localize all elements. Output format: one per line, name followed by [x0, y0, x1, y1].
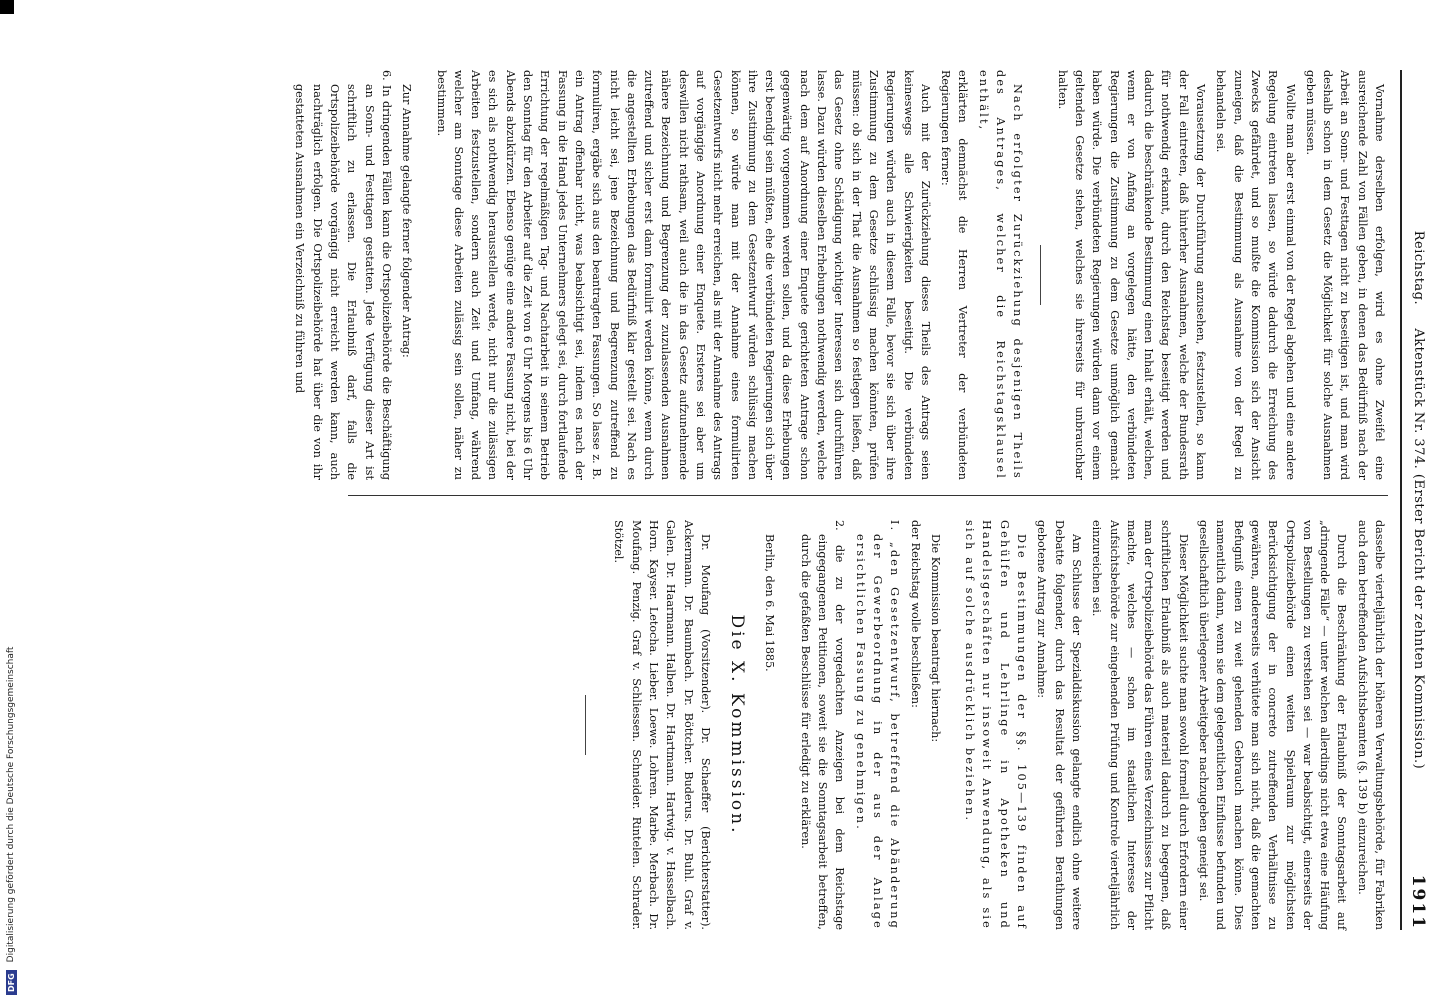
paragraph: Vorausetzung der Durchführung anzusehen, festzustellen, so kann der Fall eintreten, daß hinterher Ausnahmen, welche der Bundesrath für nothwendig erkannt, durch den Reichstag beseitigt werden und dadurch die beschränkende Bestimmung einen Inhalt erhält, welchen, wenn er von Anfang an vorgelegen hätte, den verbündeten Regierungen die Zustimmung zu dem Gesetze unmöglich gemacht haben würde. Die verbündeten Regierungen würden dann vor einem geltenden Gesetze stehen, welches sie ihrerseits für unbrauchbar halten.: [1055, 70, 1208, 480]
numbered-item: I. „den Gesetzentwurf, betreffend die Abänderung der Gewerbeordnung in der aus der Anlage ersichtlichen Fassung zu genehmigen.: [853, 520, 902, 930]
paragraph: Wollte man aber erst einmal von der Regel abgehen und eine andere Regelung eintreten lassen, so würde dadurch die Erreichung des Zwecks gefährdet, und so mußte die Kommission sich der Ansicht zuneigen, daß die Bestimmung als Ausnahme von der Regel zu behandeln sei.: [1214, 70, 1297, 480]
running-head-title: Aktenstück Nr. 374. (Erster Bericht der zehnten Kommission.): [1411, 328, 1426, 770]
paragraph: Auch mit der Zurückziehung dieses Theils des Antrags seien keineswegs alle Schwierigkeiten beseitigt. Die verbündeten Regierungen würden auch in diesem Falle, bevor sie sich über ihre Zustimmung zu dem Gesetze schlüssig machen könnten, prüfen müssen: ob sich in der That die Ausnahmen so festlegen ließen, daß das Gesetz ohne Schädigung wichtiger Interessen sich durchführen lasse. Dazu würden dieselben Erhebungen nothwendig werden, welche nach dem auf Anordnung einer Enquete gerichteten Antrage schon gegenwärtig vorgenommen werden sollen, und da diese Erhebungen erst beendigt sein müßten, ehe die verbündeten Regierungen sich über ihre Zustimmung zu dem Gesetzentwurf würden schlüssig machen können, so würde man mit der Annahme eines formulirten Gesetzentwurfs nicht mehr erreichen, als mit der Annahme des Antrags auf vorgängige Anordnung einer Enquete. Ersteres sei aber um deswillen nicht rathsam, weil auch die in das Gesetz aufzunehmende nähere Bezeichnung und Begrenzung der zuzulassenden Ausnahmen zutreffend und sicher erst dann formulirt werden könne, wenn durch die angestellten Erhebungen das Bedürfniß klar gestellt sei. Nach es nicht leicht sei, jene Bezeichnung und Begrenzung zutreffend zu formuliren, ergäbe sich aus den beantragten Fassungen. So lasse z. B. ein Antrag offenbar nicht, was beabsichtigt sei, indem es nach der Fassung in die Hand jedes Unternehmers gelegt sei, durch fortlaufende Errichtung der regelmäßigen Tag- und Nachtarbeit in seinem Betrieb den Sonntag für den Arbeiter auf die Zeit von 6 Uhr Morgens bis 6 Uhr Abends abzukürzen. Ebenso genüge eine andere Fassung nicht, bei der es sich als nothwendig herausstellen werde, nicht nur die zulässigen Arbeiten festzustellen, sondern auch Zeit und Umfang, während welcher am Sonntage diese Arbeiten zulässig sein sollen, näher zu bestimmen.: [434, 70, 932, 480]
numbered-item: 6. In dringenden Fällen kann die Ortspolizeibehörde die Beschäftigung an Sonn- und Festtagen gestatten. Jede Verfügung dieser Art ist schriftlich zu erlassen. Die Erlaubniß darf, falls die Ortspolizeibehörde vorgängig nicht erreicht werden kann, auch nachträglich erfolgen. Die Ortspolizeibehörde hat über die von ihr gestatteten Ausnahmen ein Verzeichniß zu führen und: [293, 70, 393, 480]
running-head-left: Reichstag.: [1411, 230, 1426, 306]
commission-title: Die X. Kommission.: [727, 614, 748, 836]
paragraph: Nach erfolgter Zurückziehung desjenigen Theils des Antrages, welcher die Reichstagsklausel enthält,: [976, 70, 1025, 480]
paragraph: Zur Annahme gelangte ferner folgender Antrag:: [400, 84, 414, 358]
left-column: [288, 70, 1388, 480]
running-head: [1400, 70, 1432, 930]
section-divider: [1040, 245, 1041, 305]
numbered-item: 2. die zu der vorgedachten Anzeigen bei dem Reichstage eingegangenen Petitionen, soweit sie die Sonntagsarbeit betreffen, durch die gefaßten Beschlüsse für erledigt zu erklären.: [798, 520, 847, 930]
paragraph: Die Kommission beantragt hiernach:: [928, 534, 942, 743]
paragraph: dasselbe vierteljährlich der höheren Verwaltungsbehörde, für Fabriken auch dem betreffenden Aufsichtsbeamten (§. 139 b) einzureichen.: [1355, 520, 1386, 930]
digitization-credit: Digitalisierung gefördert durch die Deutsche Forschungsgemeinschaft: [6, 646, 16, 963]
paragraph: der Reichstag wolle beschließen:: [908, 520, 922, 708]
signature-date: Berlin, den 6. Mai 1885.: [763, 534, 777, 672]
signatories: Dr. Moufang (Vorsitzender). Dr. Schaeffer (Berichterstatter). Ackermann. Dr. Baumbach. Dr. Böttcher. Buderus. Dr. Buhl. Graf v. Galen. Dr. Haarmann. Halben. Dr. Hartmann. Hartwig. v. Hasselbach. Horn. Kayser. Letocha. Lieber. Loewe. Lohren. Marbe. Merbach. Dr. Moufang. Penzig. Graf v. Schliessen. Schneider. Rintelen. Schrader. Stötzel.: [612, 520, 712, 930]
closing-divider: [585, 695, 586, 755]
column-divider: [348, 495, 1388, 496]
paragraph: Durch die Beschränkung der Erlaubniß der Sonntagsarbeit auf „dringende Fälle“ — unter welchen allerdings nicht etwa eine Häufung von Bestellungen zu verstehen sei — war beabsichtigt, einerseits der Ortspolizeibehörde einen weiten Spielraum zur möglichsten Berücksichtigung der in concreto zutreffenden Verhältnisse zu gewähren, andererseits verhütete man sich nicht, daß die gemachten Befugniß einen zu weit gehenden Gebrauch machen könne. Dies namentlich dann, wenn sie dem gelegentlichen Einflusse befunden und gesellschaftlich überlegener Arbeitgeber nachzugeben geneigt sei.: [1197, 520, 1349, 930]
paragraph: Die Bestimmungen der §§. 105—139 finden auf Gehülfen und Lehrlinge in Apotheken und Handelsgeschäften nur insoweit Anwendung, als sie sich auf solche ausdrücklich beziehen.: [963, 520, 1029, 930]
dfg-logo: DFG: [6, 970, 17, 995]
digitization-footer: [4, 605, 18, 995]
paragraph: erklärten demnächst die Herren Vertreter der verbündeten Regierungen ferner:: [939, 70, 970, 480]
scan-corner-mark: [0, 0, 14, 14]
page-number: 1911: [1408, 874, 1428, 930]
document-page: [272, 40, 1432, 960]
paragraph: Am Schlusse der Spezialdiskussion gelangte endlich ohne weitere Debatte folgender, durch das Resultat der geführten Berathungen gebotene Antrag zur Annahme:: [1035, 520, 1083, 930]
paragraph: Dieser Möglichkeit suchte man sowohl formell durch Erfordern einer schriftlichen Erlaubniß als auch materiell dadurch zu begegnen, daß man der Ortspolizeibehörde das Führen eines Verzeichnisses zur Pflicht machte, welches — schon im staatlichen Interesse der Aufsichtsbehörde zur eingehenden Prüfung und Kontrole vierteljährlich einzureichen sei.: [1090, 520, 1190, 930]
paragraph: Vornahme derselben erfolgen, wird es ohne Zweifel eine ausreichende Zahl von Fällen geben, in denen das Bedürfniß nach der Arbeit an Sonn- und Festtagen nicht zu beseitigen ist, und man wird deshalb schon in dem Gesetz die Möglichkeit für solche Ausnahmen geben müssen.: [1303, 70, 1386, 480]
right-column: [585, 520, 1388, 930]
